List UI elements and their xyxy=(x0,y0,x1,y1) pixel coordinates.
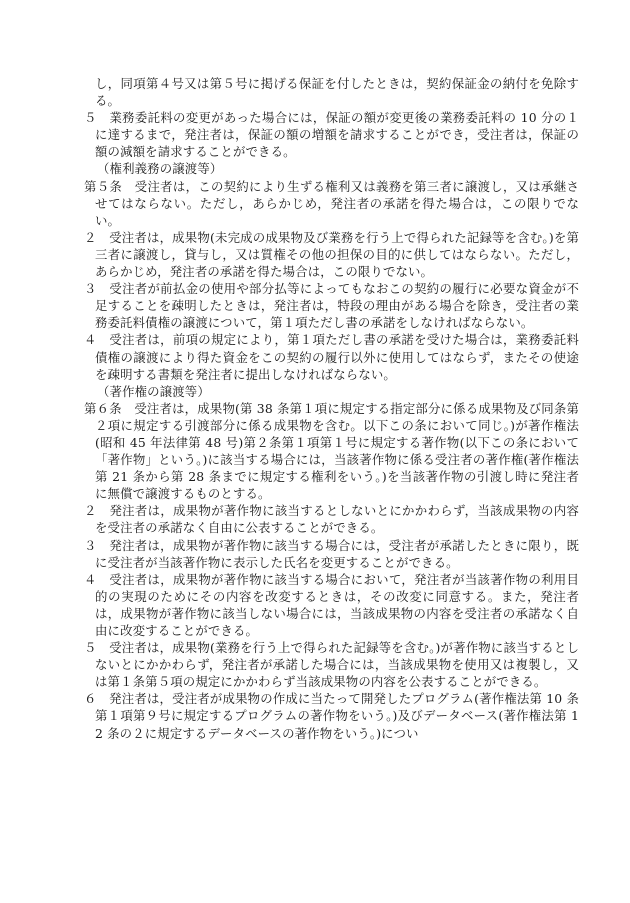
document-body xyxy=(84,75,579,742)
paragraph-article6-item6: ６ 発注者は，受注者が成果物の作成に当たって開発したプログラム(著作権法第 10 条第１項第９号に規定するプログラムの著作物をいう。)及びデータベース(著作権法第 12 条の２に規定するデータベースの著作物をいう。)につい xyxy=(84,691,579,741)
paragraph-article6-item2: ２ 発注者は，成果物が著作物に該当するとしないとにかかわらず，当該成果物の内容を受注者の承諾なく自由に公表することができる。 xyxy=(84,503,579,536)
section-heading-copyright-transfer: （著作権の譲渡等） xyxy=(97,383,210,399)
paragraph-article4-item5: ５ 業務委託料の変更があった場合には，保証の額が変更後の業務委託料の 10 分の１に達するまで，発注者は，保証の額の増額を請求することができ，受注者は，保証の額の減額を請求することができる。 xyxy=(84,110,579,160)
paragraph-article5-item4: ４ 受注者は，前項の規定により，第１項ただし書の承諾を受けた場合は，業務委託料債権の譲渡により得た資金をこの契約の履行以外に使用してはならず，またその使途を疎明する書類を発注者に提出しなければならない。 xyxy=(84,332,579,382)
paragraph-article6-item4: ４ 受注者は，成果物が著作物に該当する場合において，発注者が当該著作物の利用目的の実現のためにその内容を改変するときは，その改変に同意する。また，発注者は，成果物が著作物に該当しない場合には，当該成果物の内容を受注者の承諾なく自由に改変することができる。 xyxy=(84,571,579,638)
paragraph-article5: 第５条 受注者は，この契約により生ずる権利又は義務を第三者に譲渡し，又は承継させてはならない。ただし，あらかじめ，発注者の承諾を得た場合は，この限りでない。 xyxy=(84,178,579,228)
paragraph-article5-item2: ２ 受注者は，成果物(未完成の成果物及び業務を行う上で得られた記録等を含む。)を第三者に譲渡し，貸与し，又は質権その他の担保の目的に供してはならない。ただし，あらかじめ，発注者の承諾を得た場合は，この限りでない。 xyxy=(84,229,579,280)
paragraph-article6: 第６条 受注者は，成果物(第 38 条第１項に規定する指定部分に係る成果物及び同条第２項に規定する引渡部分に係る成果物を含む。以下この条において同じ。)が著作権法(昭和 45 年法律第 48 号)第２条第１項第１号に規定する著作物(以下この条において「著作物」という。)に該当する場合には，当該著作物に係る受注者の著作権(著作権法第 21 条から第 28 条までに規定する権利をいう。)を当該著作物の引渡し時に発注者に無償で譲渡するものとする。 xyxy=(84,400,579,502)
paragraph-article6-item5: ５ 受注者は，成果物(業務を行う上で得られた記録等を含む。)が著作物に該当するとしないとにかかわらず，発注者が承諾した場合には，当該成果物を使用又は複製し，又は第１条第５項の規定にかかわらず当該成果物の内容を公表することができる。 xyxy=(84,640,579,690)
section-heading-assignment-of-rights: （権利義務の譲渡等） xyxy=(97,161,223,177)
paragraph-article6-item3: ３ 発注者は，成果物が著作物に該当する場合には，受注者が承諾したときに限り，既に受注者が当該著作物に表示した氏名を変更することができる。 xyxy=(84,537,579,570)
paragraph-continuation: し，同項第４号又は第５号に掲げる保証を付したときは，契約保証金の納付を免除する。 xyxy=(95,76,579,109)
paragraph-article5-item3: ３ 受注者が前払金の使用や部分払等によってもなおこの契約の履行に必要な資金が不足することを疎明したときは，発注者は，特段の理由がある場合を除き，受注者の業務委託料債権の譲渡について，第１項ただし書の承諾をしなければならない。 xyxy=(84,281,580,331)
